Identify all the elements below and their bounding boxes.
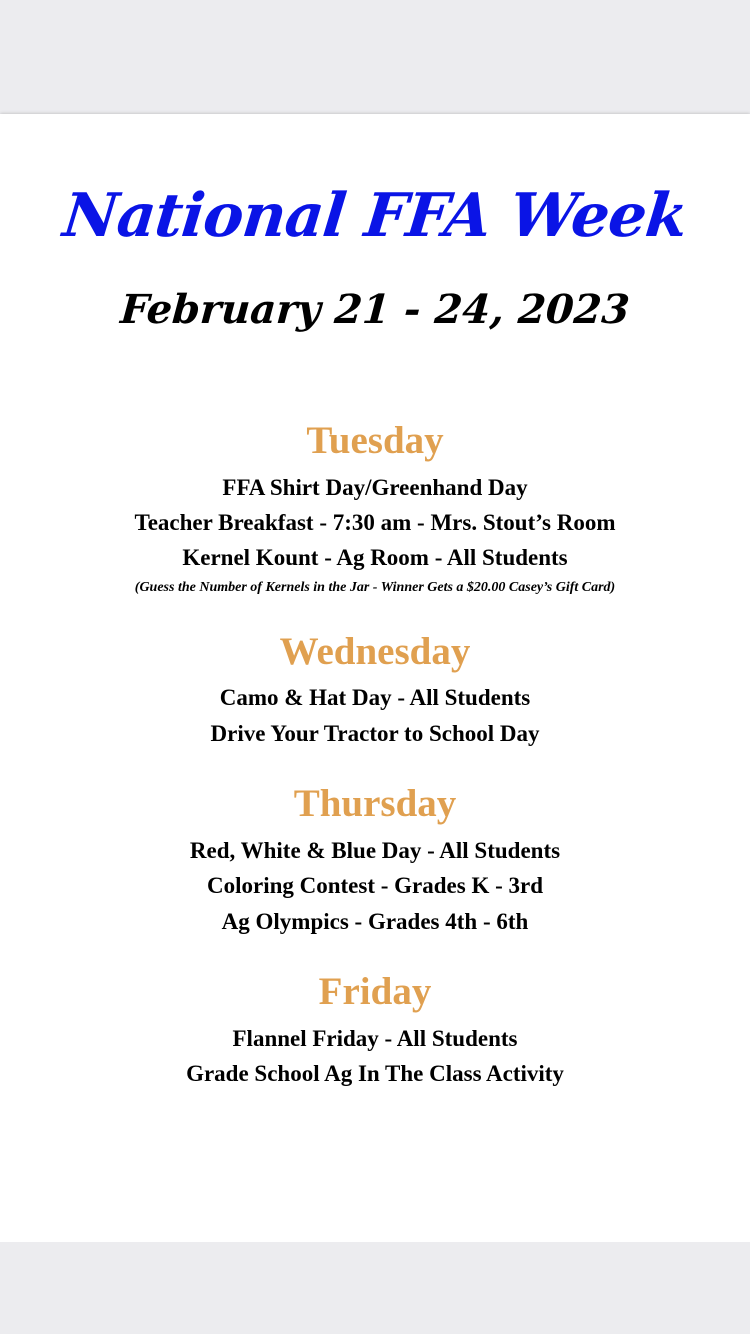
tuesday-note: (Guess the Number of Kernels in the Jar - Winner Gets a $20.00 Casey’s Gift Card) <box>134 580 616 595</box>
day-heading-friday: Friday <box>318 970 432 1013</box>
friday-event-2: Grade School Ag In The Class Activity <box>186 1061 564 1086</box>
top-background-band <box>0 0 750 114</box>
thursday-event-3: Ag Olympics - Grades 4th - 6th <box>221 909 529 934</box>
tuesday-event-3: Kernel Kount - Ag Room - All Students <box>182 545 568 570</box>
flyer-dates: February 21 - 24, 2023 <box>118 286 632 333</box>
ffa-week-flyer <box>0 114 750 1242</box>
friday-event-1: Flannel Friday - All Students <box>232 1026 518 1051</box>
wednesday-event-2: Drive Your Tractor to School Day <box>210 721 540 746</box>
day-heading-tuesday: Tuesday <box>306 419 444 462</box>
thursday-event-1: Red, White & Blue Day - All Students <box>189 838 561 863</box>
wednesday-event-1: Camo & Hat Day - All Students <box>219 685 531 710</box>
day-heading-thursday: Thursday <box>293 782 457 825</box>
tuesday-event-2: Teacher Breakfast - 7:30 am - Mrs. Stout’s Room <box>134 510 616 535</box>
thursday-event-2: Coloring Contest - Grades K - 3rd <box>206 873 544 898</box>
bottom-background-band <box>0 1242 750 1334</box>
day-heading-wednesday: Wednesday <box>279 630 471 673</box>
tuesday-event-1: FFA Shirt Day/Greenhand Day <box>222 475 528 500</box>
flyer-title: National FFA Week <box>59 181 691 251</box>
